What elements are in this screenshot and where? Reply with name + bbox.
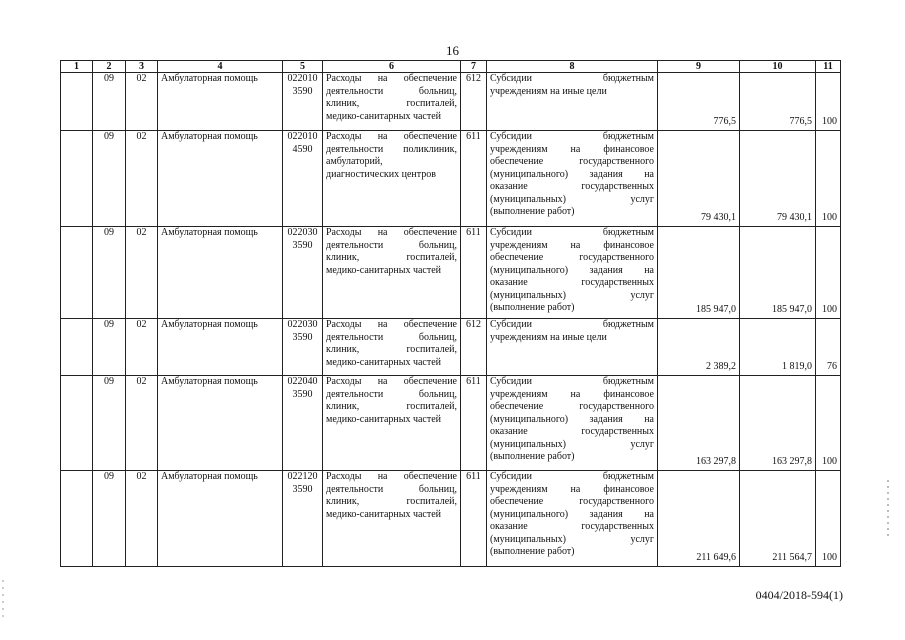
target-code-part: 3590	[292, 85, 313, 97]
cell-subsection: 02	[126, 227, 158, 319]
cell-purpose-line: клиник, госпиталей,	[326, 344, 457, 355]
budget-table	[60, 60, 841, 567]
cell-purpose-line: клиник, госпиталей,	[326, 496, 457, 507]
cell-expense-type: 611	[461, 227, 487, 319]
cell-col1	[61, 227, 93, 319]
cell-purpose-line: медико-санитарных частей	[326, 264, 442, 276]
cell-planned-value: 163 297,8	[696, 455, 736, 467]
page-number: 16	[446, 43, 459, 58]
cell-purpose-line: медико-санитарных частей	[326, 110, 442, 122]
cell-purpose-line: деятельности больниц,	[326, 239, 457, 251]
cell-expense-description-line: (муниципального) задания на	[490, 413, 654, 425]
column-header-9: 9	[658, 61, 740, 73]
cell-expense-description-line: оказание государственных	[490, 181, 654, 192]
cell-expense-description-line: (выполнение работ)	[490, 206, 575, 217]
cell-purpose-line: деятельности больниц,	[326, 331, 457, 343]
cell-purpose	[323, 376, 461, 471]
cell-actual	[740, 227, 816, 319]
cell-expense-description	[487, 227, 658, 319]
target-code-part: 022010	[287, 73, 318, 84]
target-code-part: 3590	[292, 239, 313, 251]
column-header-11: 11	[816, 61, 841, 73]
cell-expense-description-line: Субсидии бюджетным	[490, 73, 654, 84]
column-header-4: 4	[158, 61, 283, 73]
cell-purpose-line: Расходы на обеспечение	[326, 471, 457, 482]
cell-purpose-line: диагностических центров	[326, 168, 436, 180]
cell-planned-value: 185 947,0	[696, 303, 736, 315]
cell-percent-value: 100	[822, 455, 837, 467]
cell-purpose	[323, 73, 461, 131]
cell-expense-description-line: (выполнение работ)	[490, 546, 575, 557]
cell-name: Амбулаторная помощь	[158, 73, 283, 131]
cell-planned	[658, 227, 740, 319]
cell-planned-value: 211 649,6	[696, 551, 736, 563]
cell-expense-description-line: (муниципального) задания на	[490, 264, 654, 276]
target-code-part: 3590	[292, 483, 313, 495]
cell-col1	[61, 131, 93, 227]
cell-purpose-line: клиник, госпиталей,	[326, 401, 457, 412]
cell-actual	[740, 73, 816, 131]
cell-target-code	[283, 131, 323, 227]
table-body	[61, 73, 841, 567]
cell-expense-description-line: учреждениям на иные цели	[490, 85, 607, 97]
cell-expense-description-line: учреждениям на финансовое	[490, 483, 654, 495]
cell-purpose	[323, 471, 461, 567]
cell-purpose-line: Расходы на обеспечение	[326, 319, 457, 330]
cell-target-code	[283, 73, 323, 131]
cell-expense-description-line: Субсидии бюджетным	[490, 471, 654, 482]
cell-planned	[658, 73, 740, 131]
cell-section: 09	[93, 131, 126, 227]
target-code-part: 022010	[287, 131, 318, 142]
cell-percent	[816, 471, 841, 567]
column-header-5: 5	[283, 61, 323, 73]
target-code-part: 022120	[287, 471, 318, 482]
cell-expense-description-line: (муниципальных) услуг	[490, 193, 654, 205]
cell-expense-description-line: оказание государственных	[490, 521, 654, 532]
cell-planned	[658, 376, 740, 471]
cell-section: 09	[93, 376, 126, 471]
column-header-3: 3	[126, 61, 158, 73]
cell-expense-description-line: обеспечение государственного	[490, 496, 654, 507]
cell-purpose-line: Расходы на обеспечение	[326, 73, 457, 84]
cell-target-code	[283, 227, 323, 319]
target-code-part: 3590	[292, 331, 313, 343]
cell-expense-description-line: Субсидии бюджетным	[490, 376, 654, 387]
cell-expense-description-line: (муниципальных) услуг	[490, 438, 654, 450]
scan-artifact	[887, 480, 889, 540]
cell-planned	[658, 319, 740, 376]
cell-purpose-line: медико-санитарных частей	[326, 356, 442, 368]
cell-purpose-line: клиник, госпиталей,	[326, 98, 457, 109]
cell-expense-type: 612	[461, 319, 487, 376]
cell-purpose-line: деятельности больниц,	[326, 483, 457, 495]
table-row	[61, 73, 841, 131]
cell-expense-type: 611	[461, 131, 487, 227]
cell-target-code	[283, 319, 323, 376]
cell-expense-description	[487, 376, 658, 471]
cell-actual	[740, 131, 816, 227]
cell-subsection: 02	[126, 376, 158, 471]
cell-expense-description-line: Субсидии бюджетным	[490, 227, 654, 238]
cell-expense-description-line: (выполнение работ)	[490, 302, 575, 313]
cell-planned	[658, 471, 740, 567]
cell-actual	[740, 471, 816, 567]
cell-expense-description-line: учреждениям на финансовое	[490, 388, 654, 400]
cell-actual-value: 79 430,1	[777, 211, 812, 223]
cell-name: Амбулаторная помощь	[158, 131, 283, 227]
cell-percent-value: 100	[822, 303, 837, 315]
cell-expense-description-line: обеспечение государственного	[490, 252, 654, 263]
column-header-8: 8	[487, 61, 658, 73]
table-row	[61, 376, 841, 471]
cell-col1	[61, 376, 93, 471]
cell-expense-description-line: обеспечение государственного	[490, 156, 654, 167]
cell-section: 09	[93, 471, 126, 567]
cell-purpose-line: Расходы на обеспечение	[326, 376, 457, 387]
cell-actual	[740, 376, 816, 471]
column-header-7: 7	[461, 61, 487, 73]
cell-expense-description	[487, 131, 658, 227]
cell-name: Амбулаторная помощь	[158, 471, 283, 567]
cell-actual-value: 1 819,0	[782, 360, 812, 372]
cell-name: Амбулаторная помощь	[158, 227, 283, 319]
cell-expense-description-line: (муниципального) задания на	[490, 508, 654, 520]
cell-expense-description	[487, 471, 658, 567]
cell-planned-value: 79 430,1	[701, 211, 736, 223]
cell-actual-value: 776,5	[789, 115, 812, 127]
document-code: 0404/2018-594(1)	[755, 588, 843, 602]
cell-actual-value: 185 947,0	[772, 303, 812, 315]
cell-purpose-line: деятельности поликлиник,	[326, 143, 457, 155]
cell-name: Амбулаторная помощь	[158, 376, 283, 471]
column-header-10: 10	[740, 61, 816, 73]
cell-expense-type: 611	[461, 471, 487, 567]
table-row	[61, 131, 841, 227]
cell-expense-description-line: обеспечение государственного	[490, 401, 654, 412]
cell-expense-description-line: Субсидии бюджетным	[490, 131, 654, 142]
cell-expense-description-line: (выполнение работ)	[490, 451, 575, 462]
cell-purpose-line: Расходы на обеспечение	[326, 131, 457, 142]
cell-expense-description-line: учреждениям на финансовое	[490, 239, 654, 251]
cell-percent	[816, 73, 841, 131]
cell-subsection: 02	[126, 319, 158, 376]
table-row	[61, 227, 841, 319]
column-header-1: 1	[61, 61, 93, 73]
cell-expense-description-line: оказание государственных	[490, 277, 654, 288]
target-code-part: 3590	[292, 388, 313, 400]
cell-expense-description	[487, 73, 658, 131]
cell-percent-value: 76	[827, 360, 837, 372]
cell-purpose-line: деятельности больниц,	[326, 388, 457, 400]
cell-purpose-line: амбулаторий,	[326, 156, 383, 167]
cell-subsection: 02	[126, 471, 158, 567]
table-row	[61, 471, 841, 567]
header-row	[61, 61, 841, 73]
cell-expense-description-line: учреждениям на финансовое	[490, 143, 654, 155]
cell-target-code	[283, 376, 323, 471]
cell-percent-value: 100	[822, 115, 837, 127]
cell-expense-description-line: учреждениям на иные цели	[490, 331, 607, 343]
cell-col1	[61, 471, 93, 567]
cell-purpose	[323, 319, 461, 376]
cell-purpose	[323, 227, 461, 319]
cell-expense-description-line: (муниципальных) услуг	[490, 289, 654, 301]
cell-actual-value: 163 297,8	[772, 455, 812, 467]
cell-actual-value: 211 564,7	[772, 551, 812, 563]
cell-percent-value: 100	[822, 551, 837, 563]
cell-actual	[740, 319, 816, 376]
target-code-part: 022040	[287, 376, 318, 387]
column-header-6: 6	[323, 61, 461, 73]
cell-percent	[816, 376, 841, 471]
cell-expense-type: 612	[461, 73, 487, 131]
target-code-part: 022030	[287, 319, 318, 330]
cell-percent	[816, 227, 841, 319]
cell-target-code	[283, 471, 323, 567]
cell-percent-value: 100	[822, 211, 837, 223]
target-code-part: 4590	[292, 143, 313, 155]
cell-expense-type: 611	[461, 376, 487, 471]
cell-purpose-line: медико-санитарных частей	[326, 508, 442, 520]
cell-expense-description	[487, 319, 658, 376]
cell-planned-value: 776,5	[713, 115, 736, 127]
cell-col1	[61, 319, 93, 376]
column-header-2: 2	[93, 61, 126, 73]
cell-planned-value: 2 389,2	[706, 360, 736, 372]
cell-purpose-line: Расходы на обеспечение	[326, 227, 457, 238]
cell-expense-description-line: (муниципального) задания на	[490, 168, 654, 180]
table-row	[61, 319, 841, 376]
cell-subsection: 02	[126, 131, 158, 227]
cell-subsection: 02	[126, 73, 158, 131]
cell-expense-description-line: Субсидии бюджетным	[490, 319, 654, 330]
cell-name: Амбулаторная помощь	[158, 319, 283, 376]
cell-expense-description-line: (муниципальных) услуг	[490, 533, 654, 545]
cell-section: 09	[93, 319, 126, 376]
cell-section: 09	[93, 73, 126, 131]
cell-section: 09	[93, 227, 126, 319]
cell-purpose-line: медико-санитарных частей	[326, 413, 442, 425]
cell-percent	[816, 319, 841, 376]
cell-expense-description-line: оказание государственных	[490, 426, 654, 437]
cell-percent	[816, 131, 841, 227]
cell-purpose	[323, 131, 461, 227]
cell-purpose-line: деятельности больниц,	[326, 85, 457, 97]
target-code-part: 022030	[287, 227, 318, 238]
cell-purpose-line: клиник, госпиталей,	[326, 252, 457, 263]
cell-planned	[658, 131, 740, 227]
cell-col1	[61, 73, 93, 131]
scan-artifact	[2, 580, 4, 620]
